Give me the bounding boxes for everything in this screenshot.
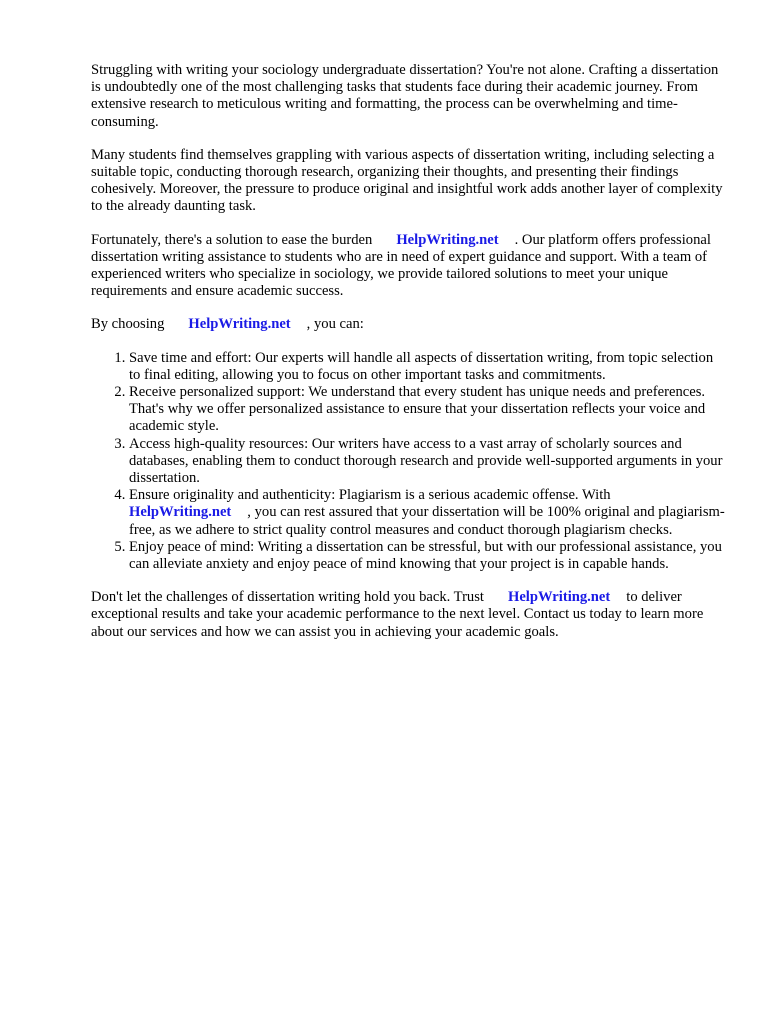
benefit-save-time-text: Save time and effort: Our experts will handle all aspects of dissertation writing, from topic selection to final editing, allowing you to focus on other important tasks and commitments.	[129, 349, 714, 383]
list-item	[129, 384, 726, 436]
benefit-originality-text-start: Ensure originality and authenticity: Plagiarism is a serious academic offense. With	[129, 487, 611, 504]
choosing-paragraph-text-start: By choosing	[91, 316, 165, 333]
intro-paragraph	[91, 62, 726, 131]
solution-paragraph	[91, 232, 726, 301]
benefit-peace-of-mind-text: Enjoy peace of mind: Writing a dissertation can be stressful, but with our professional assistance, you can alleviate anxiety and enjoy peace of mind knowing that your project is in capable hands.	[129, 538, 722, 573]
intro-paragraph-text: Struggling with writing your sociology undergraduate dissertation? You're not alone. Crafting a dissertation is undoubtedly one of the most challenging tasks that students face during their academic journey. From extensive research to meticulous writing and formatting, the process can be overwhelming and time-consuming.	[91, 62, 719, 130]
list-item	[129, 436, 726, 488]
benefit-personalized-support-text: Receive personalized support: We understand that every student has unique needs and preferences. That's why we offer personalized assistance to ensure that your dissertation reflects your voice and academic style.	[129, 384, 706, 435]
benefits-list	[91, 350, 726, 574]
solution-paragraph-text-start: Fortunately, there's a solution to ease the burden	[91, 231, 373, 248]
benefit-resources-text: Access high-quality resources: Our writers have access to a vast array of scholarly sources and databases, enabling them to conduct thorough research and provide well-supported arguments in your dissertation.	[129, 435, 723, 487]
challenges-paragraph-text: Many students find themselves grappling with various aspects of dissertation writing, including selecting a suitable topic, conducting thorough research, organizing their thoughts, and presenting their findings cohesively. Moreover, the pressure to produce original and insightful work adds another layer of complexity to the already daunting task.	[91, 146, 723, 215]
closing-paragraph-text-start: Don't let the challenges of dissertation writing hold you back. Trust	[91, 589, 484, 606]
helpwriting-link-originality[interactable]: HelpWriting.net	[129, 504, 232, 521]
list-item	[129, 539, 726, 573]
helpwriting-link-solution[interactable]: HelpWriting.net	[396, 231, 499, 248]
challenges-paragraph	[91, 147, 726, 216]
helpwriting-link-closing[interactable]: HelpWriting.net	[507, 589, 611, 606]
benefit-originality-text-end: , you can rest assured that your dissertation will be 100% original and plagiarism-free, as we adhere to strict quality control measures and conduct thorough plagiarism checks.	[129, 504, 725, 538]
list-item	[129, 350, 726, 384]
solution-paragraph-text-end: . Our platform offers professional dissertation writing assistance to students who are in need of expert guidance and support. With a team of experienced writers who specialize in sociology, we provide tailored solutions to meet your unique requirements and ensure academic success.	[91, 231, 711, 300]
choosing-paragraph	[91, 316, 726, 333]
closing-paragraph-text-end: to deliver exceptional results and take your academic performance to the next level. Contact us today to learn more about our services and how we can assist you in achieving your academic goals.	[91, 589, 704, 640]
helpwriting-link-choosing[interactable]: HelpWriting.net	[188, 316, 291, 333]
document-page	[91, 62, 726, 657]
choosing-paragraph-text-end: , you can:	[306, 316, 364, 333]
closing-paragraph	[91, 589, 726, 641]
list-item	[129, 487, 726, 539]
